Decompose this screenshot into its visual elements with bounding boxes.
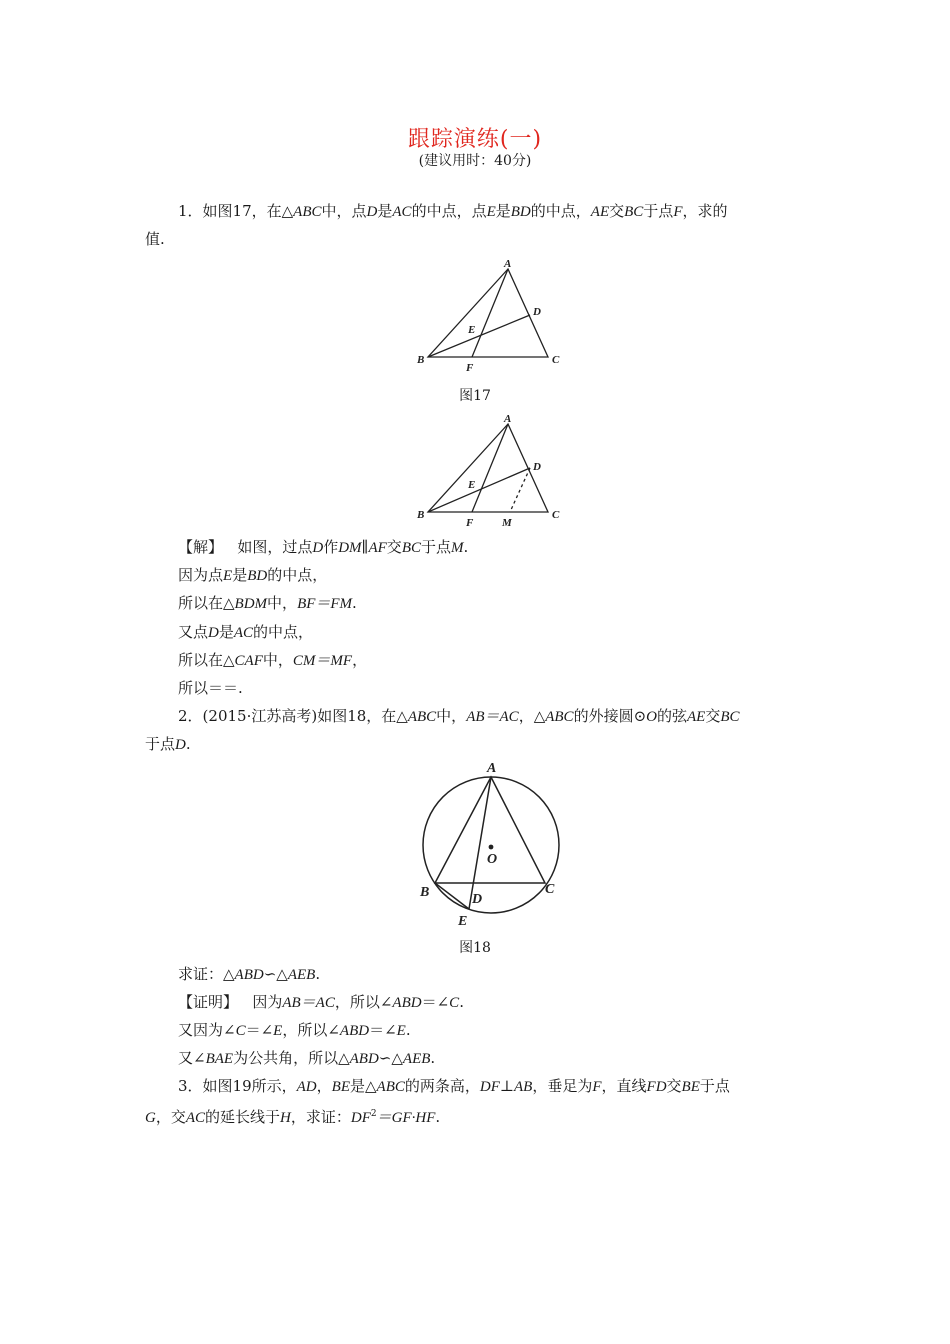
math: ABD [339, 1023, 370, 1039]
math: CAF [234, 653, 263, 669]
figure-17-solution [410, 410, 570, 530]
text: 于点 [643, 202, 674, 220]
text: ，交 [155, 1108, 186, 1126]
label-b: B [417, 509, 425, 521]
label-f: F [466, 517, 474, 529]
text: 又∠ [178, 1049, 206, 1067]
text: . [352, 594, 357, 612]
math: DM [338, 540, 362, 556]
math: D [175, 737, 186, 753]
segment-bd [428, 315, 530, 357]
math: D [312, 540, 324, 556]
math: FD [646, 1079, 667, 1095]
math: ABD [392, 995, 422, 1011]
label-c: C [545, 882, 555, 897]
text: 交 [609, 202, 625, 220]
math: DF [479, 1079, 500, 1095]
text: ＝∠ [369, 1021, 397, 1039]
question-2-prove [178, 964, 320, 985]
label-f: F [466, 362, 474, 374]
text: △ [391, 1049, 403, 1067]
math: BD [247, 568, 268, 584]
text: 于点 [420, 538, 451, 556]
segment-af [472, 424, 508, 512]
figure-17 [410, 255, 570, 375]
math: BDM [234, 596, 268, 612]
label-o: O [487, 852, 498, 867]
math: BC [624, 204, 644, 220]
solution-2-line-2 [178, 1020, 411, 1041]
math: BC [720, 709, 740, 725]
triangle-abc [435, 777, 545, 883]
math: ∽ [263, 965, 277, 983]
label-e: E [468, 324, 476, 336]
math: E [273, 1023, 283, 1039]
math: F [592, 1079, 602, 1095]
figure-18-caption: 图18 [459, 940, 491, 956]
text: 于点 [699, 1077, 730, 1095]
label-d: D [472, 892, 483, 907]
text: . [185, 735, 191, 753]
math: AB [514, 1079, 533, 1095]
text: 2．(2015·江苏高考)如图18，在△ [178, 707, 408, 725]
math: AB＝AC [466, 709, 519, 725]
solution-tag: 【证明】 [178, 993, 239, 1011]
text: 是 [218, 623, 234, 641]
label-m: M [502, 517, 512, 529]
text: 中， [267, 594, 298, 612]
math: ∽ [378, 1049, 392, 1067]
text: ，求证： [290, 1108, 351, 1126]
math: CM＝MF [292, 653, 353, 669]
math: H [280, 1110, 291, 1126]
label-b: B [417, 354, 425, 366]
page-subtitle: (建议用时：40分) [418, 153, 532, 169]
superscript: 2 [370, 1109, 377, 1119]
question-2-line-1 [178, 706, 740, 727]
text: 的弦 [657, 707, 688, 725]
math: ＝GF·HF [376, 1110, 436, 1126]
text: 又因为∠ [178, 1021, 236, 1039]
text: 中，点 [321, 202, 367, 220]
math: F [673, 204, 683, 220]
text: 所以在△ [178, 594, 235, 612]
math: D [208, 625, 219, 641]
label-d: D [533, 461, 541, 473]
math: DF [350, 1110, 371, 1126]
question-3-line-1 [178, 1076, 730, 1097]
solution-tag: 【解】 [178, 538, 224, 556]
text: ＝∠ [421, 993, 450, 1011]
segment-af [472, 269, 508, 357]
text: 的延长线于 [205, 1108, 281, 1126]
math: ∥ [361, 538, 369, 556]
math: C [235, 1023, 246, 1039]
math: O [646, 709, 657, 725]
math: ⊥ [499, 1077, 514, 1095]
triangle-abc [428, 269, 548, 357]
text: . [430, 1049, 436, 1067]
text: 是 [495, 202, 511, 220]
page-title: 跟踪演练(一) [407, 127, 543, 152]
math: AEB [402, 1051, 431, 1067]
math: BE [681, 1079, 700, 1095]
math: ABC [376, 1079, 405, 1095]
solution-1-line-2 [178, 565, 327, 586]
text: 的中点， [530, 202, 591, 220]
math: ABC [407, 709, 437, 725]
math: ABD [234, 967, 264, 983]
math: E [486, 204, 496, 220]
label-b: B [420, 885, 430, 900]
math: AF [368, 540, 387, 556]
text: . [315, 965, 321, 983]
solution-1-line-6: 所以＝＝. [178, 679, 243, 697]
text: ，所以∠ [282, 1021, 340, 1039]
text: 的中点，点 [411, 202, 487, 220]
text: 于点 [145, 735, 176, 753]
center-point-o [489, 845, 494, 850]
text: △ [276, 965, 288, 983]
text: ， [316, 1077, 332, 1095]
text: 如图，过点 [237, 538, 313, 556]
text: ，求的 [682, 202, 728, 220]
text: 的中点， [267, 566, 328, 584]
math: D [366, 204, 378, 220]
text: 3．如图19所示， [178, 1077, 297, 1095]
label-e: E [458, 914, 468, 929]
text: 中， [436, 707, 467, 725]
text: 中， [262, 651, 293, 669]
solution-2-line-1 [178, 992, 464, 1013]
text: 交 [386, 538, 402, 556]
text: 是 [232, 566, 248, 584]
segment-dm-dashed [510, 468, 530, 512]
text: ， [352, 651, 368, 669]
label-a: A [504, 258, 512, 270]
math: AC [392, 204, 412, 220]
text: . [405, 1021, 411, 1039]
solution-1-line-1 [178, 537, 468, 558]
solution-1-line-4 [178, 622, 313, 643]
segment-bd [428, 468, 530, 512]
text: ，直线 [601, 1077, 647, 1095]
math: E [223, 568, 233, 584]
math: ABD [349, 1051, 379, 1067]
text: ，垂足为 [532, 1077, 593, 1095]
figure-17-caption: 图17 [459, 388, 491, 404]
question-1-line-2: 值. [145, 230, 165, 248]
math: AE [687, 709, 706, 725]
math: AE [590, 204, 610, 220]
question-2-line-2 [145, 734, 191, 755]
text: 1．如图17，在△ [178, 202, 294, 220]
figure-18 [405, 755, 575, 930]
label-c: C [552, 354, 560, 366]
text: 的中点， [253, 623, 314, 641]
math: M [451, 540, 464, 556]
text: . [463, 538, 469, 556]
math: G [145, 1110, 156, 1126]
math: ABC [545, 709, 574, 725]
text: . [435, 1108, 441, 1126]
math: AD [296, 1079, 317, 1095]
text: 又点 [178, 623, 209, 641]
text: 求证：△ [178, 965, 235, 983]
label-c: C [552, 509, 560, 521]
math: AC [233, 625, 254, 641]
segment-be [435, 883, 469, 909]
text: 的两条高， [404, 1077, 480, 1095]
label-a: A [504, 413, 512, 425]
solution-2-line-3 [178, 1048, 435, 1069]
text: . [459, 993, 464, 1011]
math: ABC [293, 204, 322, 220]
label-e: E [468, 479, 476, 491]
math: BF＝FM [297, 596, 353, 612]
text: 交 [666, 1077, 682, 1095]
math: E [396, 1023, 406, 1039]
text: 交 [705, 707, 721, 725]
text: 所以在△ [178, 651, 235, 669]
question-1-line-1 [178, 201, 728, 222]
label-a: A [487, 761, 497, 776]
text: ，△ [518, 707, 546, 725]
math: BE [331, 1079, 350, 1095]
solution-1-line-3 [178, 593, 357, 614]
text: 作 [323, 538, 339, 556]
text: 为公共角，所以△ [233, 1049, 350, 1067]
text: 的外接圆⊙ [573, 707, 647, 725]
text: 是△ [349, 1077, 377, 1095]
math: BD [510, 204, 531, 220]
text: 因为 [252, 993, 283, 1011]
math: AEB [287, 967, 316, 983]
text: 是 [377, 202, 393, 220]
solution-1-line-5 [178, 650, 367, 671]
math: C [449, 995, 460, 1011]
text: 因为点 [178, 566, 224, 584]
question-3-line-2 [145, 1104, 440, 1128]
math: BAE [205, 1051, 234, 1067]
text: ＝∠ [245, 1021, 274, 1039]
label-d: D [533, 306, 541, 318]
math: BC [401, 540, 421, 556]
text: ，所以∠ [334, 993, 393, 1011]
math: AC [185, 1110, 206, 1126]
math: AB＝AC [282, 995, 335, 1011]
